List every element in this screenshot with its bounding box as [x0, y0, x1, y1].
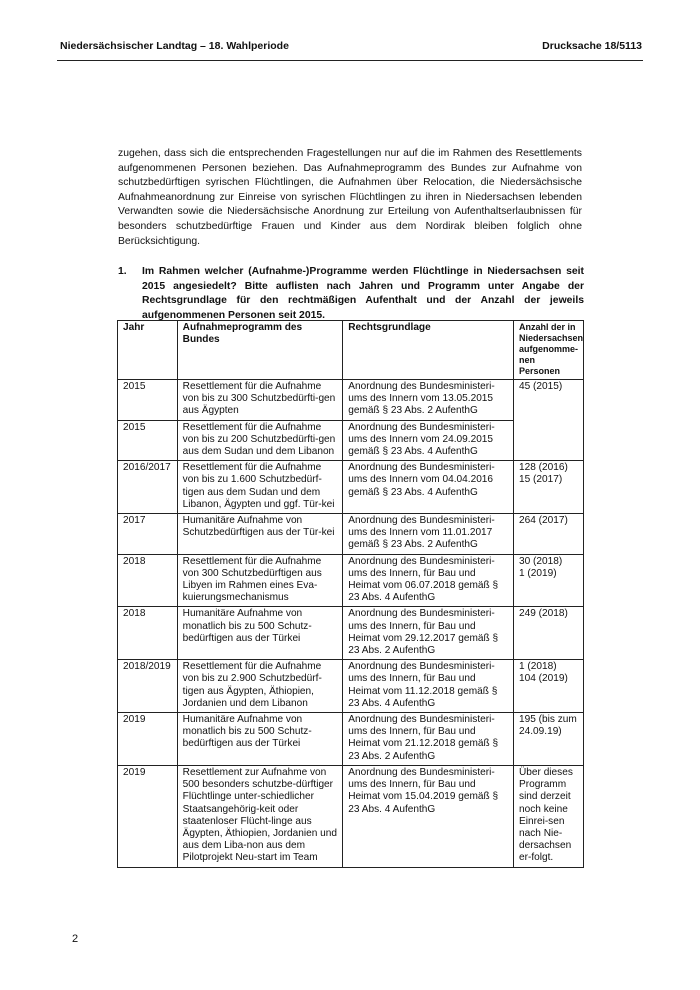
cell-count: 264 (2017) — [514, 514, 584, 555]
header-program: Aufnahmeprogramm des Bundes — [177, 321, 343, 380]
cell-legal-basis: Anordnung des Bundesministeri-ums des Innern, für Bau und Heimat vom 15.04.2019 gemäß § 23 Abs. 4 AufenthG — [343, 765, 514, 867]
cell-legal-basis: Anordnung des Bundesministeri-ums des Innern, für Bau und Heimat vom 06.07.2018 gemäß § 23 Abs. 4 AufenthG — [343, 554, 514, 607]
cell-count: 1 (2018) 104 (2019) — [514, 660, 584, 713]
cell-year: 2018 — [118, 554, 178, 607]
cell-program: Resettlement zur Aufnahme von 500 besonders schutzbe-dürftiger Flüchtlinge unter-schiedlicher Staatsangehörig-keit oder staatenloser Flücht-linge aus Ägypten, Äthiopien, Jordanien und aus dem Liba-non aus dem Pilotprojekt Neu-start im Team — [177, 765, 343, 867]
table-row — [118, 514, 584, 555]
cell-legal-basis: Anordnung des Bundesministeri-ums des Innern vom 11.01.2017 gemäß § 23 Abs. 2 AufenthG — [343, 514, 514, 555]
cell-program: Humanitäre Aufnahme von monatlich bis zu 500 Schutz-bedürftigen aus der Türkei — [177, 607, 343, 660]
table-header-row — [118, 321, 584, 380]
cell-legal-basis: Anordnung des Bundesministeri-ums des Innern vom 04.04.2016 gemäß § 23 Abs. 4 AufenthG — [343, 461, 514, 514]
programs-table — [117, 320, 584, 868]
cell-program: Resettlement für die Aufnahme von bis zu 200 Schutzbedürfti-gen aus dem Sudan und dem Libanon — [177, 420, 343, 461]
header-year: Jahr — [118, 321, 178, 380]
cell-count: 195 (bis zum 24.09.19) — [514, 713, 584, 766]
header-divider — [57, 60, 643, 61]
cell-legal-basis: Anordnung des Bundesministeri-ums des Innern vom 24.09.2015 gemäß § 23 Abs. 4 AufenthG — [343, 420, 514, 461]
table-row — [118, 554, 584, 607]
cell-legal-basis: Anordnung des Bundesministeri-ums des Innern, für Bau und Heimat vom 21.12.2018 gemäß § 23 Abs. 2 AufenthG — [343, 713, 514, 766]
table-row — [118, 607, 584, 660]
cell-legal-basis: Anordnung des Bundesministeri-ums des Innern, für Bau und Heimat vom 11.12.2018 gemäß § 23 Abs. 4 AufenthG — [343, 660, 514, 713]
cell-year: 2015 — [118, 380, 178, 421]
intro-paragraph: zugehen, dass sich die entsprechenden Fragestellungen nur auf die im Rahmen des Resettlements aufgenommenen Personen beziehen. Das Aufnahmeprogramm des Bundes zur Aufnahme von schutzbedürftigen syrischen Flüchtlingen, die Aufnahmen über Relocation, die Niedersächsische Aufnahmeanordnung zur Einreise von syrischen Flüchtlingen zu ihren in Niedersachsen lebenden Verwandten sowie die Niedersächsische Anordnung zur Erteilung von Aufenthaltserlaubnissen für besonders schutzbedürftige Frauen und Kinder aus dem Nordirak bleiben folglich ohne Berücksichtigung. — [118, 148, 582, 247]
cell-count: Über dieses Programm sind derzeit noch keine Einrei-sen nach Nie-dersachsen er-folgt. — [514, 765, 584, 867]
cell-program: Humanitäre Aufnahme von Schutzbedürftigen aus der Tür-kei — [177, 514, 343, 555]
table-row — [118, 461, 584, 514]
cell-program: Resettlement für die Aufnahme von bis zu 1.600 Schutzbedürf-tigen aus dem Sudan und dem Libanon, Ägypten und ggf. Tür-kei — [177, 461, 343, 514]
cell-count: 45 (2015) — [514, 380, 584, 461]
cell-count: 128 (2016) 15 (2017) — [514, 461, 584, 514]
cell-year: 2019 — [118, 765, 178, 867]
document-number: Drucksache 18/5113 — [542, 40, 642, 52]
question-text: Im Rahmen welcher (Aufnahme-)Programme werden Flüchtlinge in Niedersachsen seit 2015 angesiedelt? Bitte auflisten nach Jahren und Programm unter Angabe der Rechtsgrundlage für den rechtmäßigen Aufenthalt und der Anzahl der jeweils aufgenommenen Personen seit 2015. — [142, 266, 584, 321]
cell-year: 2019 — [118, 713, 178, 766]
cell-program: Resettlement für die Aufnahme von 300 Schutzbedürftigen aus Libyen im Rahmen eines Eva-kuierungsmechanismus — [177, 554, 343, 607]
cell-year: 2016/2017 — [118, 461, 178, 514]
header-legal-basis: Rechtsgrundlage — [343, 321, 514, 380]
cell-year: 2018 — [118, 607, 178, 660]
cell-program: Humanitäre Aufnahme von monatlich bis zu 500 Schutz-bedürftigen aus der Türkei — [177, 713, 343, 766]
cell-count: 30 (2018) 1 (2019) — [514, 554, 584, 607]
table-row — [118, 380, 584, 421]
cell-legal-basis: Anordnung des Bundesministeri-ums des Innern vom 13.05.2015 gemäß § 23 Abs. 2 AufenthG — [343, 380, 514, 421]
cell-legal-basis: Anordnung des Bundesministeri-ums des Innern, für Bau und Heimat vom 29.12.2017 gemäß § 23 Abs. 2 AufenthG — [343, 607, 514, 660]
table-row — [118, 765, 584, 867]
cell-year: 2018/2019 — [118, 660, 178, 713]
question-1 — [118, 265, 584, 323]
cell-year: 2015 — [118, 420, 178, 461]
page-number: 2 — [72, 933, 79, 945]
cell-program: Resettlement für die Aufnahme von bis zu 2.900 Schutzbedürf-tigen aus Ägypten, Äthiopien, Jordanien und dem Libanon — [177, 660, 343, 713]
table-row — [118, 660, 584, 713]
question-number: 1. — [118, 266, 127, 277]
cell-program: Resettlement für die Aufnahme von bis zu 300 Schutzbedürfti-gen aus Ägypten — [177, 380, 343, 421]
table-row — [118, 713, 584, 766]
cell-year: 2017 — [118, 514, 178, 555]
header-count: Anzahl der in Niedersachsen aufgenomme-nen Personen — [514, 321, 584, 380]
cell-count: 249 (2018) — [514, 607, 584, 660]
header-title: Niedersächsischer Landtag – 18. Wahlperiode — [60, 40, 289, 52]
